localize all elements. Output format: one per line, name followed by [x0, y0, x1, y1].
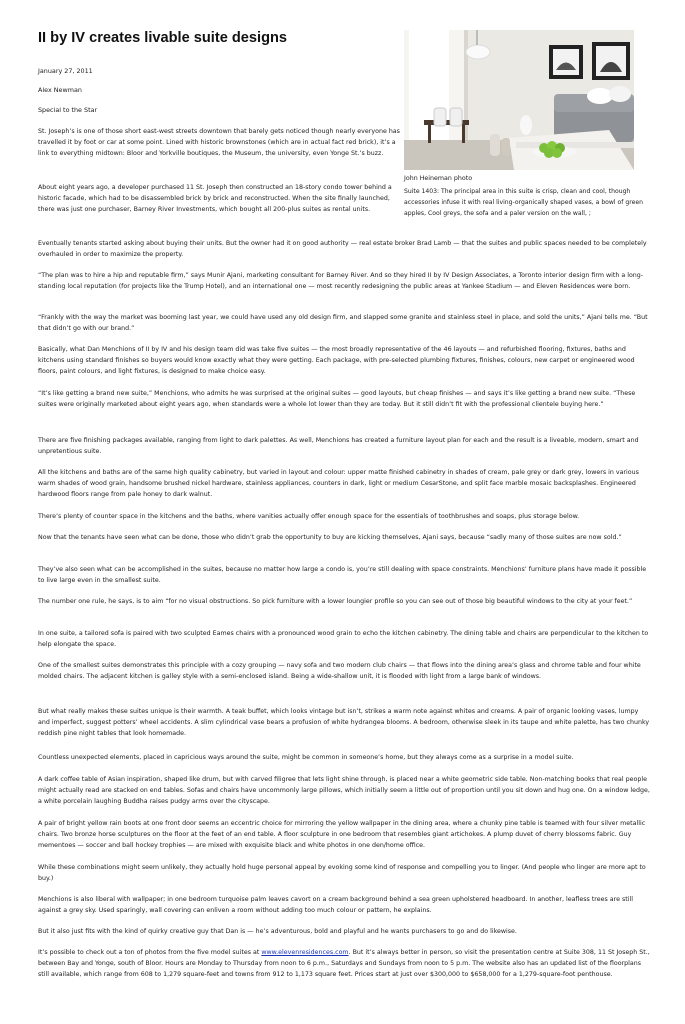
body-paragraph: About eight years ago, a developer purchased 11 St. Joseph then constructed an 18-story condo tower behind a historic facade, which had to be disassembled brick by brick and reconstructed. When the site finally launched, there was just one purchaser, Barney River Investments, which bought all 200-plus suites as rental units. — [38, 184, 392, 214]
body-paragraph: Menchions is also liberal with wallpaper; in one bedroom turquoise palm leaves cavort on a cream background behind a sea green upholstered headboard. In another, leafless trees are still against a grey sky. Used sparingly, wall covering can enliven a room without adding too much colour or pattern, he explains. — [38, 896, 633, 915]
body-paragraph: Now that the tenants have seen what can be done, those who didn’t grab the opportunity to buy are kicking themselves, Ajani says, because “sadly many of those suites are now sold.” — [38, 534, 622, 541]
body-paragraph: Countless unexpected elements, placed in capricious ways around the suite, might be common in someone’s home, but they always come as a surprise in a model suite. — [38, 754, 574, 761]
article-author: Alex Newman — [38, 86, 82, 94]
suite-photo — [404, 30, 634, 170]
article-headline: II by IV creates livable suite designs — [38, 30, 288, 46]
body-paragraph: In one suite, a tailored sofa is paired with two sculpted Eames chairs with a pronounced wood grain to echo the kitchen cabinetry. The dining table and chairs are perpendicular to the kitchen to help elongate the space. — [38, 630, 649, 649]
body-paragraph: But what really makes these suites unique is their warmth. A teak buffet, which looks vintage but isn’t, strikes a warm note against whites and creams. A pair of organic looking vases, lumpy and imperfect, suggest potters’ wheel accidents. A slim cylindrical vase bears a profusion of white hydrangea blooms. A bedroom, otherwise sleek in its taupe and white palette, has two chunky reddish pine night tables that look homemade. — [38, 708, 650, 738]
body-paragraph: A pair of bright yellow rain boots at one front door seems an eccentric choice for mirroring the yellow wallpaper in the dining area, where a chunky pine table is teamed with four silver metallic chairs. Two bronze horse sculptures on the floor at the feet of an end table. A floor sculpture in one bedroom that resembles giant artichokes. A plump duvet of cherry blossoms fabric. Guy mementoes — soccer and ball hockey trophies — are mixed with exquisite black and white photos in one den/home office. — [38, 820, 646, 850]
body-paragraph: The number one rule, he says, is to aim “for no visual obstructions. So pick furniture with a lower loungier profile so you can see out of those big beautiful windows to the city at your feet.” — [38, 598, 633, 605]
body-paragraph: One of the smallest suites demonstrates this principle with a cozy grouping — navy sofa and two modern club chairs — that flows into the dining area’s glass and chrome table and four white molded chairs. The adjacent kitchen is galley style with a semi-enclosed island. Being a wide-shallow unit, it is flooded with light from a large bank of windows. — [38, 662, 641, 681]
photo-credit: John Heineman photo — [404, 175, 473, 182]
photo-caption: Suite 1403: The principal area in this suite is crisp, clean and cool, though accessories infuse it with real living-organically shaped vases, a bowl of green apples, Cool greys, the sofa and a paler version on the wall, ; — [404, 188, 643, 218]
article-source: Special to the Star — [38, 106, 98, 114]
closing-text-after: . But it’s always better in person, so visit the presentation centre at Suite 308, 11 St Joseph St., between Bay and Yonge, south of Bloor. Hours are Monday to Thursday from noon to 6 p.m., Saturdays and Sundays from noon to 5 p.m. The website also has an updated list of the floorplans still available, which range from 608 to 1,279 square-feet and towns from 912 to 1,173 square feet. Prices start at just over $300,000 to $658,000 for a 1,279-square-foot penthouse. — [38, 949, 650, 979]
body-paragraph: “The plan was to hire a hip and reputable firm,” says Munir Ajani, marketing consultant for Barney River. And so they hired II by IV Design Associates, a Toronto interior design firm with a long-standing local reputation (for projects like the Trump Hotel), and an international one — most recently redesigning the public areas at Yankee Stadium — and Eleven Residences were born. — [38, 272, 644, 291]
body-paragraph: There’s plenty of counter space in the kitchens and the baths, where vanities actually offer enough space for the essentials of toothbrushes and soaps, plus storage below. — [38, 513, 580, 520]
body-paragraph: Eventually tenants started asking about buying their units. But the owner had it on good authority — real estate broker Brad Lamb — that the suites and public spaces needed to be completely overhauled in order to maximize the property. — [38, 240, 647, 259]
article-date: January 27, 2011 — [38, 67, 93, 75]
body-paragraph: There are five finishing packages available, ranging from light to dark palettes. As well, Menchions has created a furniture layout plan for each and the result is a liveable, modern, smart and unpretentious suite. — [38, 437, 639, 456]
living-room-image — [404, 30, 634, 170]
body-paragraph: St. Joseph’s is one of those short east-west streets downtown that barely gets noticed though nearly everyone has travelled it by foot or car at some point. Lined with historic brownstones (which are in actual fact red brick), it’s a link to everything midtown: Bloor and Yorkville boutiques, the Museum, the university, even Yonge St.’s buzz. — [38, 128, 400, 158]
website-link[interactable]: www.elevenresidences.com — [261, 949, 349, 956]
body-paragraph: “It’s like getting a brand new suite,” Menchions, who admits he was surprised at the original suites — good layouts, but cheap finishes — and says it’s like getting a brand new suite. “These suites were originally marketed about eight years ago, when standards were a whole lot lower than they are today. But it still didn’t fit with the professional clientele buying here.” — [38, 390, 636, 409]
body-paragraph: Basically, what Dan Menchions of II by IV and his design team did was take five suites — the most broadly representative of the 46 layouts — and refurbished flooring, fixtures, baths and kitchens using standard finishes so buyers would know exactly what they were getting. Each package, with pre-selected plumbing fixtures, finishes, colours, new carpet or engineered wood floors, paint colours, and light fixtures, is designed to make choice easy. — [38, 346, 635, 376]
body-paragraph: “Frankly with the way the market was booming last year, we could have used any old design firm, and slapped some granite and stainless steel in place, and sold the units,” Ajani tells me. “But that didn’t go with our brand.” — [38, 314, 648, 333]
body-paragraph: A dark coffee table of Asian inspiration, shaped like drum, but with carved filigree that lets light shine through, is placed near a white geometric side table. Non-matching books that real people might actually read are stacked on end tables. Sofas and chairs have uncommonly large pillows, which initially seem a little out of proportion until you sit down and hug one. On a window ledge, a white porcelain laughing Buddha raises pudgy arms over the cityscape. — [38, 776, 650, 806]
body-paragraph: All the kitchens and baths are of the same high quality cabinetry, but varied in layout and colour: upper matte finished cabinetry in shades of cream, pale grey or dark grey, lowers in various warm shades of wood grain, handsome brushed nickel hardware, stainless appliances, counters in dark, light or medium CesarStone, and split face marble mosaic backsplashes. Engineered hardwood floors range from pale honey to dark walnut. — [38, 469, 639, 499]
body-paragraph: While these combinations might seem unlikely, they actually hold huge personal appeal by evoking some kind of response and compelling you to linger. (And people who linger are more apt to buy.) — [38, 864, 646, 883]
closing-text-before: It’s possible to check out a ton of photos from the five model suites at — [38, 949, 262, 956]
body-paragraph: But it also just fits with the kind of quirky creative guy that Dan is — he’s adventurous, bold and playful and he wants purchasers to go and do likewise. — [38, 928, 517, 935]
closing-paragraph — [38, 947, 650, 981]
body-paragraph: They’ve also seen what can be accomplished in the suites, because no matter how large a condo is, you’re still dealing with space constraints. Menchions’ furniture plans have made it possible to live large even in the smallest suite. — [38, 566, 647, 585]
